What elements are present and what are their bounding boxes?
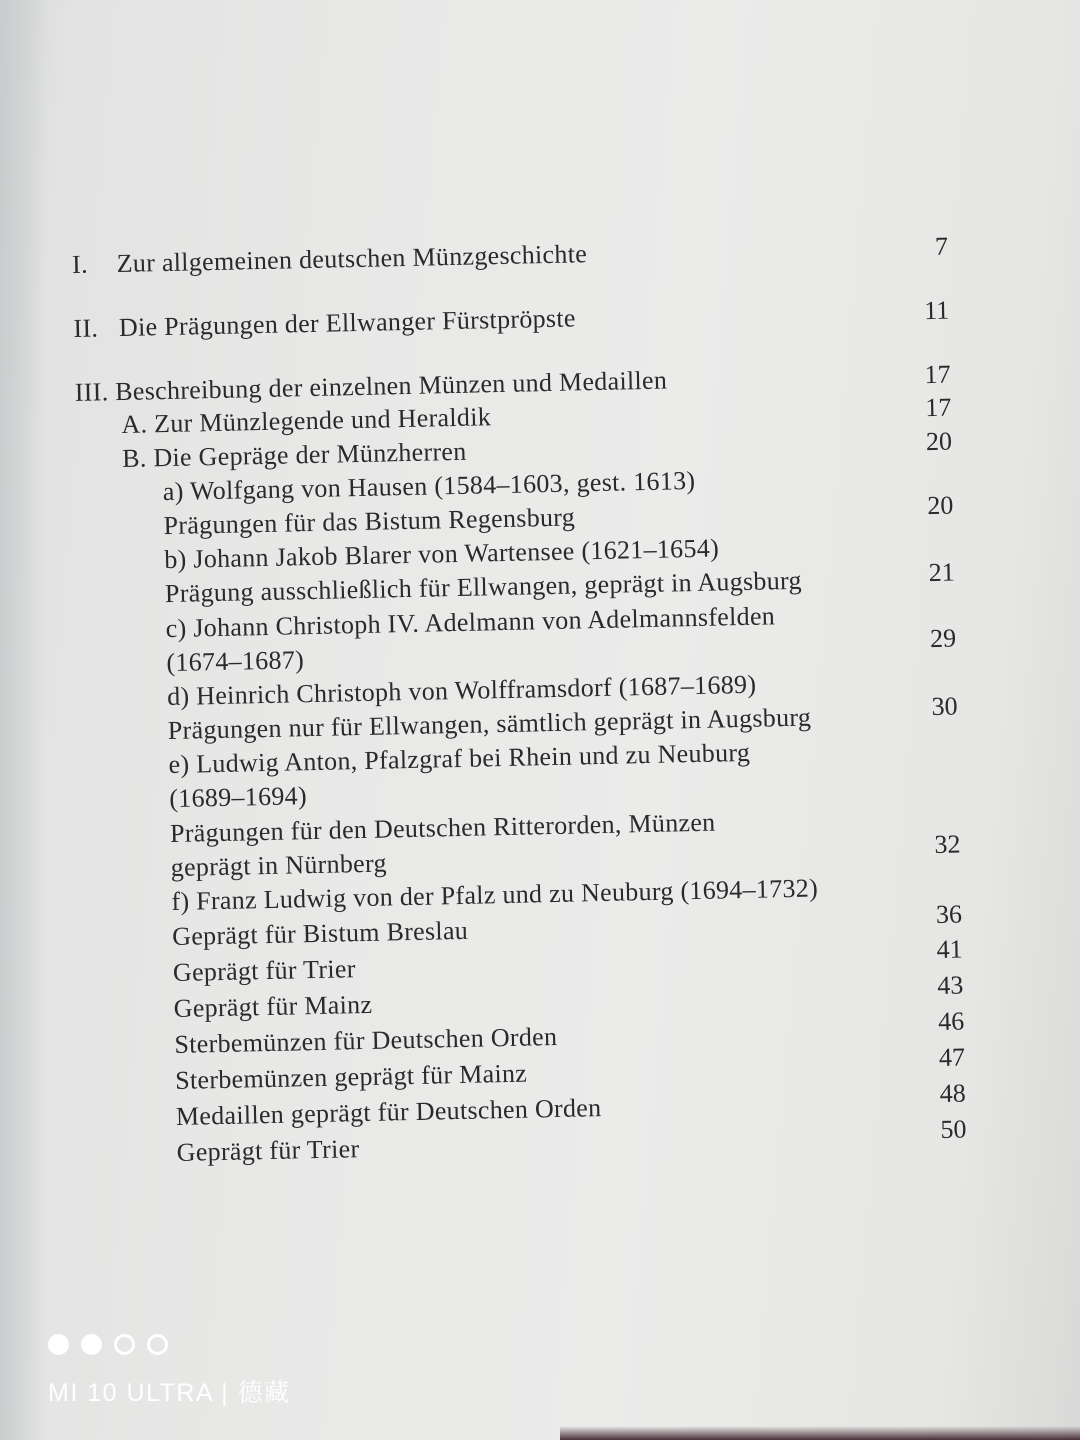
toc-entry-bf3-page: 46 xyxy=(937,1006,965,1036)
lens-dot-icon xyxy=(114,1334,135,1355)
toc-entry-be-sub2-page: 32 xyxy=(934,829,961,860)
toc-entry-i-page: 7 xyxy=(934,231,949,261)
toc-entry-be-sub1-title: Prägungen für den Deutschen Ritterorden, Münzen xyxy=(169,807,716,849)
toc-entry-a-title: A. Zur Münzlegende und Heraldik xyxy=(121,402,492,439)
toc-entry-bd-title: d) Heinrich Christoph von Wolfframsdorf (1687–1689) xyxy=(166,669,757,712)
toc-entry-ii-numeral: II. xyxy=(73,313,99,343)
toc-entry-i xyxy=(72,239,588,280)
toc-entry-bf-title: f) Franz Ludwig von der Pfalz und zu Neuburg (1694–1732) xyxy=(171,873,819,917)
toc-entry-iii-title: III. Beschreibung der einzelnen Münzen und Medaillen xyxy=(74,365,668,407)
toc-entry-ba-title: a) Wolfgang von Hausen (1584–1603, gest. 1613) xyxy=(162,465,696,507)
toc-entry-bf7-title: Geprägt für Trier xyxy=(176,1134,360,1167)
toc-entry-be-sub2-title: geprägt in Nürnberg xyxy=(170,848,388,883)
book-edge-shadow xyxy=(560,1426,1080,1440)
toc-entry-ba-sub-title: Prägungen für das Bistum Regensburg xyxy=(163,502,576,541)
toc-entry-bf2-title: Geprägt für Trier xyxy=(172,954,356,987)
lens-dot-icon xyxy=(48,1334,69,1355)
toc-entry-bf-page: 36 xyxy=(935,899,963,930)
toc-entry-ii-title: Die Prägungen der Ellwanger Fürstpröpste xyxy=(118,303,576,342)
lens-dot-icon xyxy=(147,1334,168,1355)
toc-entry-bc-cont-title: (1674–1687) xyxy=(166,645,305,678)
toc-entry-bc-cont-page: 29 xyxy=(929,623,957,654)
toc-entry-be-title: e) Ludwig Anton, Pfalzgraf bei Rhein und zu Neuburg xyxy=(168,737,751,780)
lens-dot-icon xyxy=(81,1334,102,1355)
toc-entry-a-page: 17 xyxy=(924,392,952,423)
toc-entry-b-page: 20 xyxy=(925,426,953,457)
toc-entry-ii xyxy=(73,303,576,344)
toc-entry-iii-page: 17 xyxy=(924,359,951,390)
toc-entry-ba-sub-page: 20 xyxy=(927,490,954,521)
toc-entry-bf2-page: 43 xyxy=(937,970,964,1000)
toc-entry-bf4-page: 47 xyxy=(938,1042,966,1072)
toc-entry-bc-title: c) Johann Christoph IV. Adelmann von Adelmannsfelden xyxy=(165,601,776,644)
toc-entry-bf6-page: 50 xyxy=(940,1114,967,1144)
toc-entry-bf1-page: 41 xyxy=(936,934,963,964)
toc-entry-ii-page: 11 xyxy=(923,295,950,326)
toc-entry-bd-sub-title: Prägungen nur für Ellwangen, sämtlich geprägt in Augsburg xyxy=(167,702,812,746)
toc-entry-bb-title: b) Johann Jakob Blarer von Wartensee (1621–1654) xyxy=(163,533,720,575)
toc-entry-bd-sub-page: 30 xyxy=(931,691,958,722)
toc-entry-i-numeral: I. xyxy=(71,249,89,279)
toc-entry-bf5-title: Sterbemünzen geprägt für Mainz xyxy=(174,1058,528,1095)
toc-entry-bf5-page: 48 xyxy=(939,1078,966,1108)
toc-entry-bb-sub-page: 21 xyxy=(928,557,956,588)
toc-entry-bf6-title: Medaillen geprägt für Deutschen Orden xyxy=(175,1093,602,1131)
camera-watermark-text: MI 10 ULTRA | 德藏 xyxy=(48,1379,291,1407)
toc-entry-be-cont-title: (1689–1694) xyxy=(168,781,308,814)
toc-entry-i-title: Zur allgemeinen deutschen Münzgeschichte xyxy=(116,239,588,279)
toc-entry-b-title: B. Die Gepräge der Münzherren xyxy=(121,436,467,473)
toc-entry-bf4-title: Sterbemünzen für Deutschen Orden xyxy=(174,1021,558,1059)
toc-entry-bb-sub-title: Prägung ausschließlich für Ellwangen, geprägt in Augsburg xyxy=(164,565,803,609)
toc-entry-bf1-title: Geprägt für Bistum Breslau xyxy=(171,915,469,952)
toc-entry-bf3-title: Geprägt für Mainz xyxy=(173,989,373,1023)
camera-lens-dots-icon xyxy=(48,1334,291,1355)
camera-watermark xyxy=(48,1334,291,1409)
